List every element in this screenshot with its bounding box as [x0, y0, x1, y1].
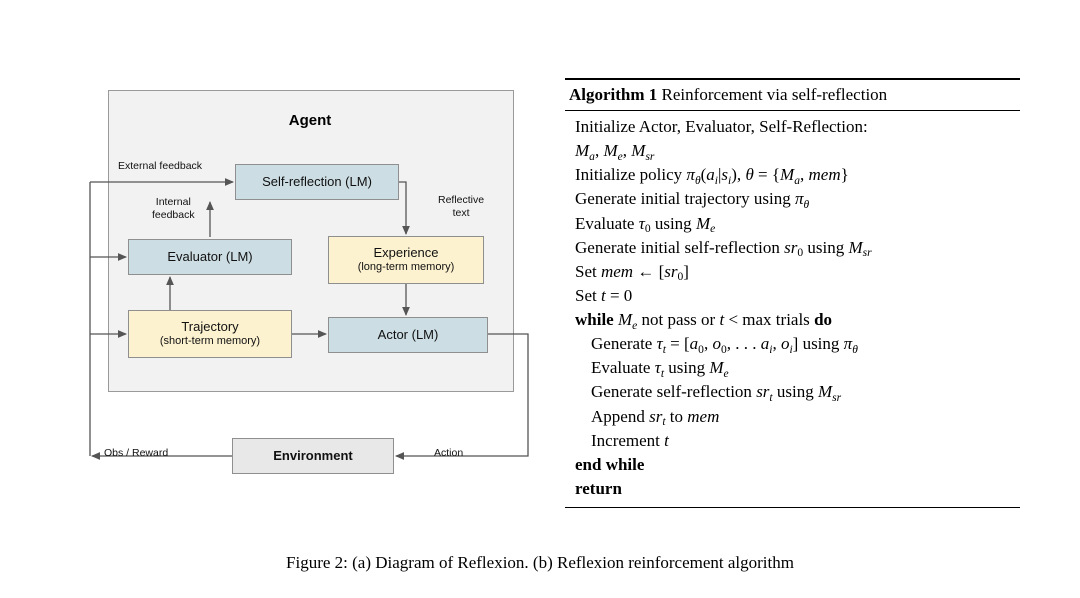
node-environment — [232, 438, 394, 474]
algorithm-line-13: Append $sr_t$ to mem — [591, 406, 720, 429]
algorithm-line-6: Generate initial self-reflection $sr_0$ using $M_{sr}$ — [575, 237, 872, 260]
algorithm-line-4: Generate initial trajectory using $\pi_\theta$ — [575, 189, 810, 212]
keyword-while: while — [575, 310, 614, 329]
node-self-reflection — [235, 164, 399, 200]
label-internal-feedback-line2: feedback — [152, 208, 195, 221]
algorithm-line-1: Initialize Actor, Evaluator, Self-Reflection: — [575, 117, 868, 136]
label-reflective-line1: Reflective — [438, 194, 485, 206]
algorithm-body — [565, 111, 1020, 507]
algorithm-number: Algorithm 1 — [569, 85, 658, 104]
algorithm-line-7: Set mem ← $[sr_0]$ — [575, 261, 689, 284]
algorithm-line-9: while $M_e$ not pass or t < max trials do — [575, 310, 833, 332]
node-experience — [328, 236, 484, 284]
node-actor — [328, 317, 488, 353]
keyword-do: do — [814, 310, 833, 329]
algorithm-line-16: return — [575, 478, 622, 498]
agent-title: Agent — [288, 112, 332, 129]
label-action: Action — [434, 447, 464, 459]
algorithm-line-11: Evaluate $\tau_t$ using $M_e$ — [591, 358, 729, 380]
label-internal-feedback-line1: Internal — [155, 196, 191, 208]
node-experience-label: Experience — [373, 245, 439, 260]
node-trajectory-label: Trajectory — [181, 319, 239, 334]
algorithm-title: Reinforcement via self-reflection — [661, 85, 888, 104]
node-evaluator — [128, 239, 292, 275]
label-external-feedback: External feedback — [118, 160, 203, 172]
algorithm-header — [565, 80, 1020, 110]
algorithm-block — [565, 78, 1020, 508]
figure-caption: Figure 2: (a) Diagram of Reflexion. (b) Reflexion reinforcement algorithm — [286, 553, 794, 572]
algorithm-line-15: end while — [575, 454, 645, 474]
algorithm-rule-bottom — [565, 507, 1020, 508]
algorithm-line-8: Set t = 0 — [575, 285, 633, 305]
algorithm-line-5: Evaluate $\tau_0$ using $M_e$ — [575, 213, 716, 236]
node-trajectory-sublabel: (short-term memory) — [159, 335, 261, 348]
algorithm-line-2: $M_a$, $M_e$, $M_{sr}$ — [575, 141, 655, 163]
algorithm-line-14: Increment t — [591, 430, 669, 450]
node-evaluator-label: Evaluator (LM) — [167, 248, 253, 264]
label-internal-feedback — [152, 196, 195, 221]
algorithm-line-12: Generate self-reflection $sr_t$ using $M_{sr}$ — [591, 382, 842, 405]
node-trajectory — [128, 310, 292, 358]
node-environment-label: Environment — [273, 447, 353, 463]
algorithm-line-3: Initialize policy $\pi_\theta(a_i|s_i)$, $\theta = \{M_a$, mem} — [575, 165, 849, 187]
label-reflective-line2: text — [452, 206, 470, 219]
node-self-reflection-label: Self-reflection (LM) — [262, 173, 372, 189]
node-actor-label: Actor (LM) — [377, 326, 439, 342]
algorithm-line-10: Generate $\tau_t = [a_0$, $o_0$, . . . $a_i$, $o_i$] using $\pi_\theta$ — [591, 334, 858, 356]
label-reflective-text — [438, 194, 484, 219]
node-experience-sublabel: (long-term memory) — [357, 261, 455, 274]
label-obs-reward: Obs / Reward — [104, 447, 169, 459]
